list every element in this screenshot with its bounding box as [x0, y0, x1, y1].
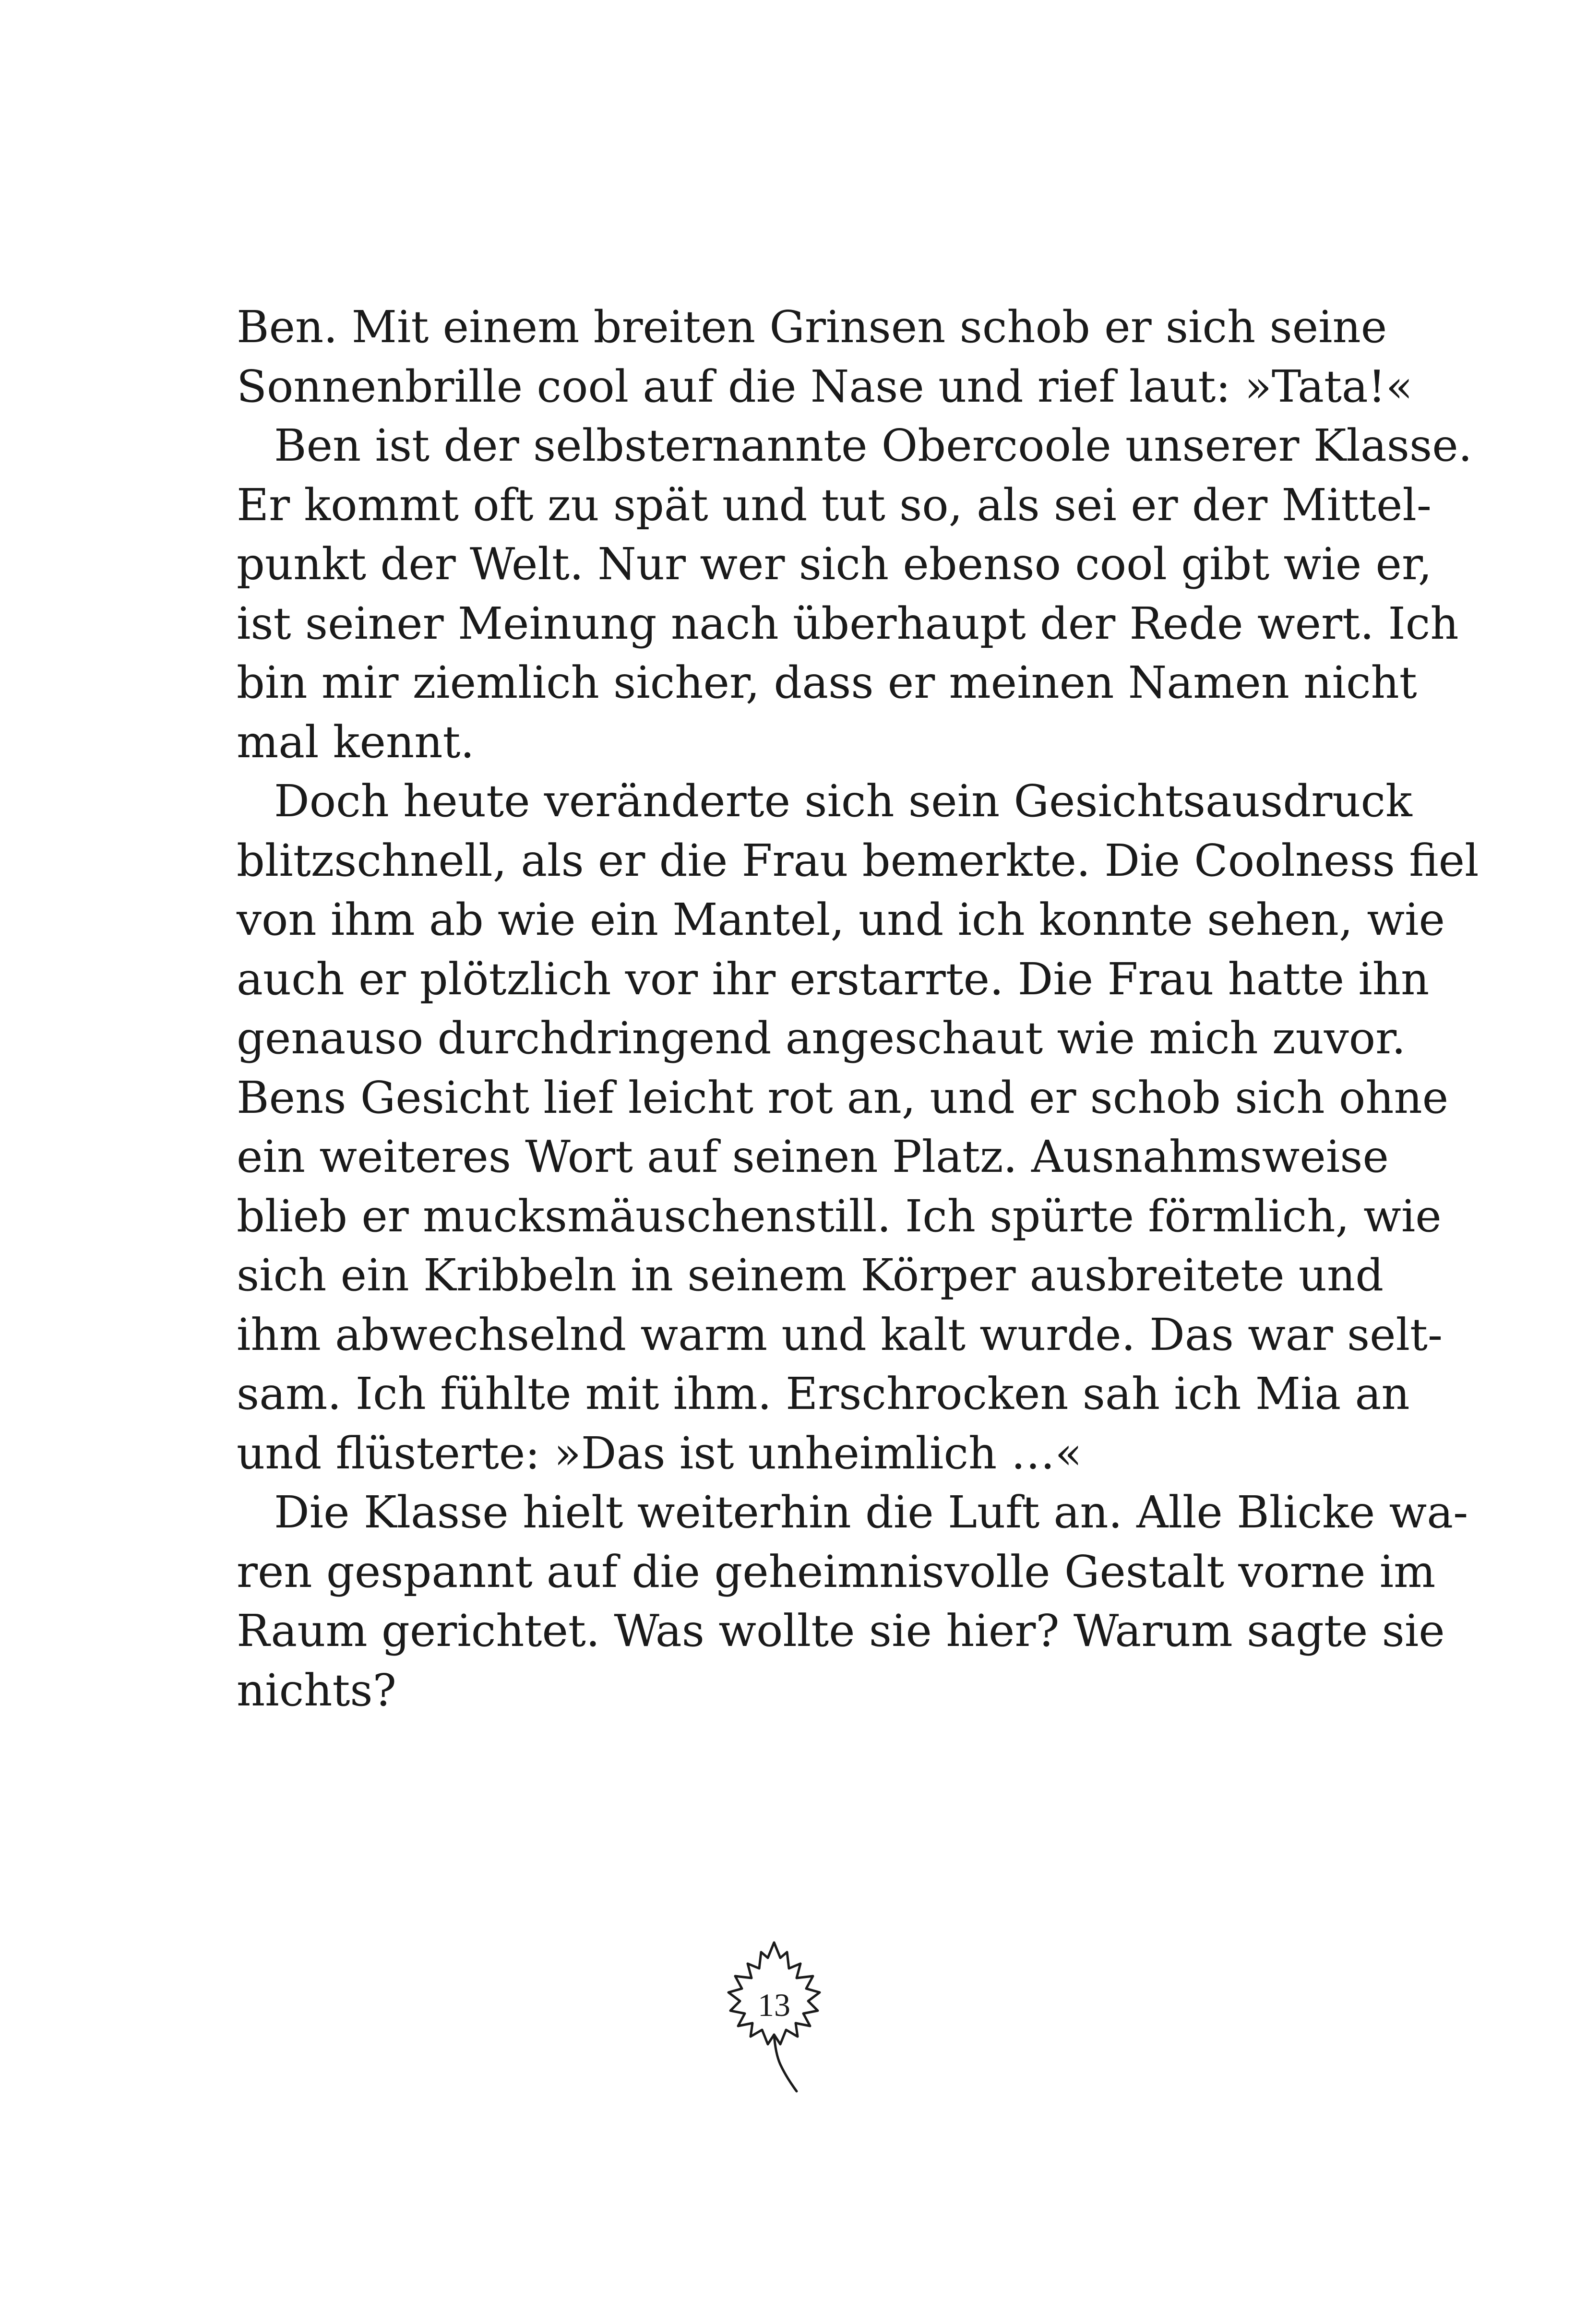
- text-line: Bens Gesicht lief leicht rot an, und er schob sich ohne: [237, 1072, 1449, 1123]
- text-line: Doch heute veränderte sich sein Gesichtsausdruck: [274, 775, 1412, 827]
- paragraph: [237, 416, 1472, 772]
- text-line: Ben. Mit einem breiten Grinsen schob er sich seine: [237, 301, 1387, 353]
- text-line: ren gespannt auf die geheimnisvolle Gestalt vorne im: [237, 1546, 1436, 1597]
- page-number: 13: [758, 1987, 790, 2023]
- text-line: ein weiteres Wort auf seinen Platz. Ausnahmsweise: [237, 1131, 1389, 1182]
- text-line: Ben ist der selbsternannte Obercoole unserer Klasse.: [274, 420, 1472, 471]
- text-line: ist seiner Meinung nach überhaupt der Rede wert. Ich: [237, 597, 1459, 649]
- text-line: ihm abwechselnd warm und kalt wurde. Das war selt-: [237, 1309, 1443, 1360]
- text-line: punkt der Welt. Nur wer sich ebenso cool gibt wie er,: [237, 538, 1432, 590]
- text-line: nichts?: [237, 1664, 396, 1716]
- text-line: blieb er mucksmäuschenstill. Ich spürte förmlich, wie: [237, 1190, 1442, 1242]
- text-line: von ihm ab wie ein Mantel, und ich konnte sehen, wie: [237, 894, 1445, 945]
- text-line: Sonnenbrille cool auf die Nase und rief laut: »Tata!«: [237, 360, 1413, 412]
- text-line: blitzschnell, als er die Frau bemerkte. Die Coolness fiel: [237, 834, 1479, 886]
- text-line: und flüsterte: »Das ist unheimlich …«: [237, 1427, 1082, 1479]
- text-line: mal kennt.: [237, 716, 475, 768]
- page-folio: [719, 1939, 829, 2097]
- text-line: Raum gerichtet. Was wollte sie hier? Warum sagte sie: [237, 1605, 1445, 1657]
- text-line: auch er plötzlich vor ihr erstarrte. Die Frau hatte ihn: [237, 953, 1430, 1005]
- paragraph: [237, 298, 1413, 416]
- paragraph: [237, 1483, 1468, 1720]
- text-line: genauso durchdringend angeschaut wie mich zuvor.: [237, 1013, 1406, 1064]
- text-line: Er kommt oft zu spät und tut so, als sei er der Mittel-: [237, 479, 1432, 531]
- text-line: Die Klasse hielt weiterhin die Luft an. Alle Blicke wa-: [274, 1487, 1468, 1538]
- paragraph: [237, 772, 1479, 1483]
- text-line: sam. Ich fühlte mit ihm. Erschrocken sah ich Mia an: [237, 1368, 1410, 1419]
- text-line: bin mir ziemlich sicher, dass er meinen Namen nicht: [237, 657, 1417, 708]
- text-line: sich ein Kribbeln in seinem Körper ausbreitete und: [237, 1250, 1384, 1301]
- body-text: [237, 298, 1479, 1720]
